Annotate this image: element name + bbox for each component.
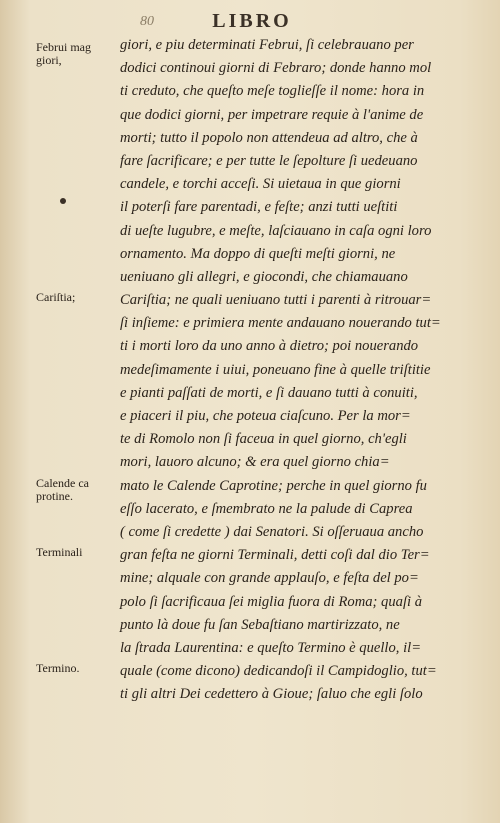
- text-line: polo ſi ſacrificaua ſei miglia fuora di Roma; quaſi à: [120, 593, 422, 610]
- text-line: mine; alquale con grande applauſo, e feſta del po=: [120, 570, 419, 587]
- margin-note-caristia: Cariſtia;: [36, 290, 76, 304]
- text-line: il poterſi fare parentadi, e feſte; anzi tutti ueſtiti: [120, 199, 398, 216]
- margin-note-februi: Februi mag giori,: [36, 40, 91, 67]
- text-line: la ſtrada Laurentina: e queſto Termino è quello, il=: [120, 639, 422, 656]
- text-line: e pianti paſſati de morti, e ſi dauano tutti à conuiti,: [120, 384, 418, 401]
- text-line: ti i morti loro da uno anno à dietro; poi nouerando: [120, 338, 419, 355]
- margin-note-terminali: Terminali: [36, 545, 83, 559]
- text-line: eſſo lacerato, e ſmembrato ne la palude di Caprea: [120, 500, 413, 517]
- text-line: fare ſacrificare; e per tutte le ſepolture ſi uedeuano: [120, 152, 418, 169]
- text-line: mato le Calende Caprotine; perche in quel giorno fu: [120, 477, 427, 494]
- body-text: [120, 34, 488, 706]
- text-line: ( come ſi credette ) dai Senatori. Si oſſeruaua ancho: [120, 523, 424, 540]
- text-line: que dodici giorni, per impetrare requie à l'anime de: [120, 106, 424, 123]
- text-line: ti creduto, che queſto meſe toglieſſe il nome: hora in: [120, 83, 425, 100]
- text-line: te di Romolo non ſi faceua in quel giorno, ch'egli: [120, 431, 407, 448]
- text-line: di ueſte lugubre, e meſte, laſciauano in caſa ogni loro: [120, 222, 432, 239]
- text-line: e piaceri il piu, che poteua ciaſcuno. Per la mor=: [120, 408, 411, 424]
- margin-dot-mark: [60, 198, 66, 204]
- text-line: ueniuano gli allegri, e giocondi, che chiamauano: [120, 268, 408, 285]
- text-line: ornamento. Ma doppo di queſti meſti giorni, ne: [120, 245, 396, 262]
- page-header: [0, 8, 500, 36]
- text-line: mori, lauoro alcuno; & era quel giorno chia=: [120, 454, 390, 471]
- text-line: medeſimamente i uiui, poneuano fine à quelle triſtitie: [120, 361, 431, 378]
- text-line: candele, e torchi acceſi. Si uietaua in que giorni: [120, 176, 401, 193]
- text-line: quale (come dicono) dedicandoſi il Campidoglio, tut=: [120, 663, 437, 680]
- text-line: ſi inſieme: e primiera mente andauano nouerando tut=: [120, 315, 441, 332]
- text-line: Cariſtia; ne quali ueniuano tutti i parenti à ritrouar=: [120, 292, 432, 309]
- text-line: dodici continoui giorni di Febraro; donde hanno mol: [120, 60, 432, 77]
- margin-note-calende: Calende ca protine.: [36, 476, 89, 503]
- margin-note-termino: Termino.: [36, 661, 80, 675]
- text-line: giori, e piu determinati Februi, ſi celebrauano per: [120, 37, 414, 53]
- text-line: gran feſta ne giorni Terminali, detti coſi dal dio Ter=: [120, 547, 430, 564]
- text-line: morti; tutto il popolo non attendeua ad altro, che à: [120, 129, 418, 146]
- page-number: 80: [140, 14, 154, 29]
- text-line: ti gli altri Dei cedettero à Gioue; ſaluo che egli ſolo: [120, 686, 423, 703]
- running-title: LIBRO: [212, 10, 292, 32]
- text-line: punto là doue fu ſan Sebaſtiano martirizzato, ne: [120, 616, 400, 633]
